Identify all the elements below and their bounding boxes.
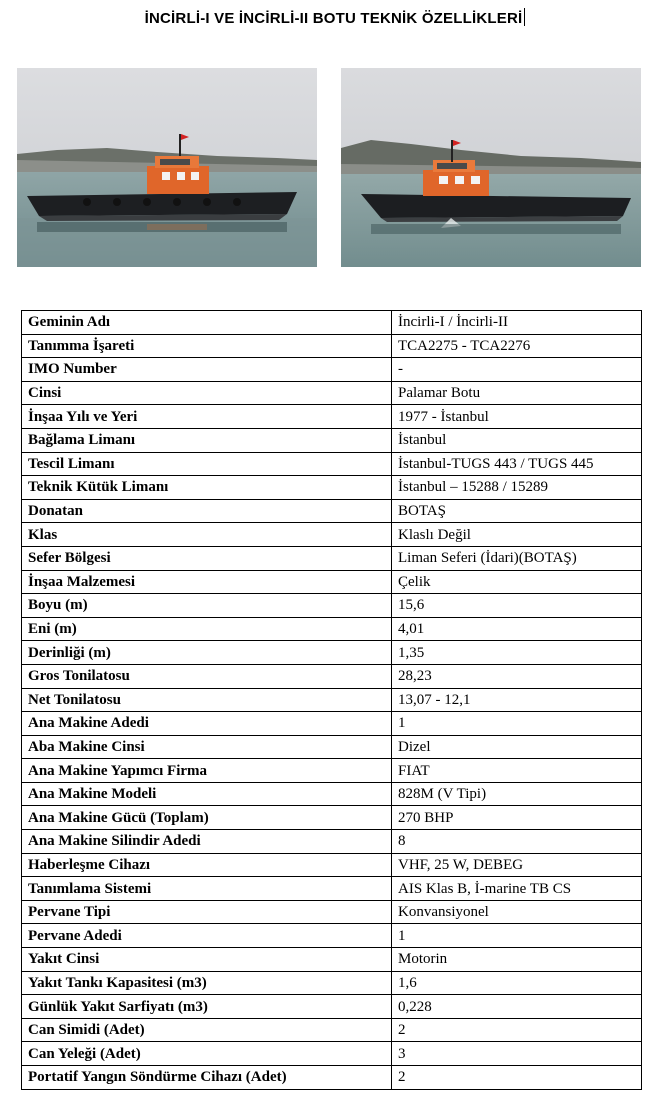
spec-label: Eni (m) [22,617,392,641]
spec-label: Pervane Adedi [22,924,392,948]
spec-value: 828M (V Tipi) [392,782,642,806]
specs-table [21,310,642,1090]
spec-label: Ana Makine Silindir Adedi [22,830,392,854]
spec-label: İnşaa Yılı ve Yeri [22,405,392,429]
table-row [22,1042,642,1066]
spec-label: Pervane Tipi [22,900,392,924]
table-row [22,664,642,688]
spec-label: IMO Number [22,358,392,382]
spec-label: Derinliği (m) [22,641,392,665]
table-row [22,1066,642,1090]
spec-value: 1 [392,712,642,736]
spec-label: Tescil Limanı [22,452,392,476]
text-cursor [524,8,525,26]
spec-label: Teknik Kütük Limanı [22,476,392,500]
spec-value: Liman Seferi (İdari)(BOTAŞ) [392,546,642,570]
spec-value: İncirli-I / İncirli-II [392,311,642,335]
spec-value: 2 [392,1018,642,1042]
spec-value: Klaslı Değil [392,523,642,547]
table-row [22,924,642,948]
spec-value: 1 [392,924,642,948]
table-row [22,782,642,806]
spec-label: Aba Makine Cinsi [22,735,392,759]
spec-value: 15,6 [392,594,642,618]
spec-label: Yakıt Cinsi [22,948,392,972]
spec-label: Günlük Yakıt Sarfiyatı (m3) [22,995,392,1019]
spec-value: İstanbul [392,428,642,452]
spec-label: Geminin Adı [22,311,392,335]
table-row [22,523,642,547]
spec-value: 4,01 [392,617,642,641]
table-row [22,428,642,452]
table-row [22,735,642,759]
table-row [22,830,642,854]
spec-value: TCA2275 - TCA2276 [392,334,642,358]
spec-label: Portatif Yangın Söndürme Cihazı (Adet) [22,1066,392,1090]
spec-label: Sefer Bölgesi [22,546,392,570]
table-row [22,948,642,972]
table-row [22,476,642,500]
spec-value: 1,35 [392,641,642,665]
spec-value: AIS Klas B, İ-marine TB CS [392,877,642,901]
spec-value: 8 [392,830,642,854]
table-row [22,499,642,523]
spec-label: Yakıt Tankı Kapasitesi (m3) [22,971,392,995]
table-row [22,405,642,429]
table-row [22,452,642,476]
table-row [22,853,642,877]
spec-label: Ana Makine Modeli [22,782,392,806]
spec-value: BOTAŞ [392,499,642,523]
table-row [22,806,642,830]
table-row [22,311,642,335]
table-row [22,995,642,1019]
page-title [0,8,670,27]
spec-value: Motorin [392,948,642,972]
tugboat-photo-right [341,68,641,267]
spec-label: Ana Makine Gücü (Toplam) [22,806,392,830]
table-row [22,358,642,382]
spec-value: 3 [392,1042,642,1066]
table-row [22,546,642,570]
spec-value: 13,07 - 12,1 [392,688,642,712]
table-row [22,971,642,995]
table-row [22,712,642,736]
spec-value: 270 BHP [392,806,642,830]
table-row [22,334,642,358]
spec-label: Klas [22,523,392,547]
spec-value: İstanbul-TUGS 443 / TUGS 445 [392,452,642,476]
spec-label: Tanımma İşareti [22,334,392,358]
spec-value: - [392,358,642,382]
spec-value: 1977 - İstanbul [392,405,642,429]
table-row [22,759,642,783]
spec-label: Can Simidi (Adet) [22,1018,392,1042]
spec-label: Tanımlama Sistemi [22,877,392,901]
table-row [22,570,642,594]
spec-label: Ana Makine Adedi [22,712,392,736]
spec-label: Haberleşme Cihazı [22,853,392,877]
spec-label: Boyu (m) [22,594,392,618]
table-row [22,617,642,641]
table-row [22,900,642,924]
spec-value: Çelik [392,570,642,594]
tugboat-photo-left [17,68,317,267]
table-row [22,381,642,405]
spec-value: İstanbul – 15288 / 15289 [392,476,642,500]
spec-label: Net Tonilatosu [22,688,392,712]
spec-label: Ana Makine Yapımcı Firma [22,759,392,783]
spec-value: FIAT [392,759,642,783]
table-row [22,1018,642,1042]
table-row [22,641,642,665]
page-title-text: İNCİRLİ-I VE İNCİRLİ-II BOTU TEKNİK ÖZELLİKLERİ [144,10,523,27]
spec-label: İnşaa Malzemesi [22,570,392,594]
spec-label: Gros Tonilatosu [22,664,392,688]
spec-label: Donatan [22,499,392,523]
spec-value: 0,228 [392,995,642,1019]
spec-value: 28,23 [392,664,642,688]
spec-value: 1,6 [392,971,642,995]
spec-label: Can Yeleği (Adet) [22,1042,392,1066]
table-row [22,594,642,618]
spec-value: Palamar Botu [392,381,642,405]
spec-label: Cinsi [22,381,392,405]
spec-value: VHF, 25 W, DEBEG [392,853,642,877]
spec-label: Bağlama Limanı [22,428,392,452]
table-row [22,877,642,901]
spec-value: Konvansiyonel [392,900,642,924]
table-row [22,688,642,712]
spec-value: Dizel [392,735,642,759]
spec-value: 2 [392,1066,642,1090]
